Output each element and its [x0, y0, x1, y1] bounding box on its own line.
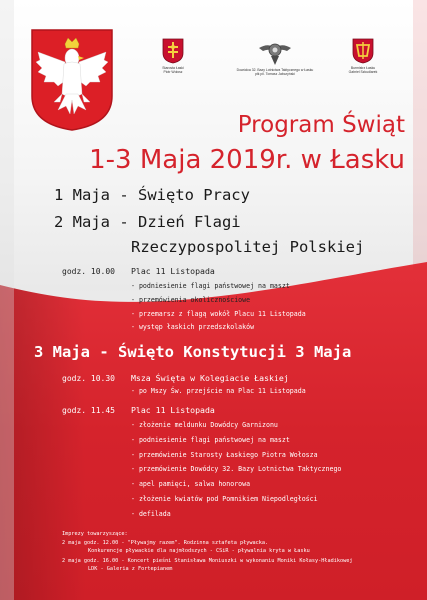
day3-program-item: - defilada	[131, 510, 171, 518]
day2-event-place: Plac 11 Listopada	[131, 266, 215, 276]
day2-program-item: - przemówienia okolicznościowe	[131, 296, 251, 304]
day3-program-item: - przemówienie Dowódcy 32. Bazy Lotnictwa Taktycznego	[131, 465, 342, 473]
emblem-caption-line: Gabriel Szkudlarek	[348, 70, 378, 75]
footer-heading: Imprezy towarzyszące:	[62, 531, 128, 537]
air-base-emblem-icon	[258, 38, 292, 66]
emblem-caption-burmistrz	[318, 66, 408, 74]
lask-town-coat-of-arms-icon	[352, 38, 374, 64]
day3-program-item: - podniesienie flagi państwowej na maszt	[131, 436, 290, 444]
day3-program-item: - złożenie meldunku Dowódcy Garnizonu	[131, 421, 278, 429]
day3-program-item: - apel pamięci, salwa honorowa	[131, 480, 251, 488]
day2-program-item: - występ łaskich przedszkolaków	[131, 323, 255, 331]
footer-line: 2 maja godz. 16.00 - Koncert pieśni Stanisława Moniuszki w wykonaniu Moniki Kołasy-Hładikowej	[62, 558, 353, 564]
program-subtitle: 1-3 Maja 2019r. w Łasku	[89, 145, 405, 175]
day3-heading: 3 Maja - Święto Konstytucji 3 Maja	[34, 343, 352, 361]
day3-program-item: - po Mszy Św. przejście na Plac 11 Listopada	[131, 387, 306, 395]
day3-event-time: godz. 10.30	[62, 374, 115, 383]
day3-event-place: Msza Święta w Kolegiacie Łaskiej	[131, 373, 289, 383]
emblem-caption-air-base	[225, 68, 325, 76]
day2-heading-continued: Rzeczypospolitej Polskiej	[131, 238, 365, 256]
day3-program-item: - przemówienie Starosty Łaskiego Piotra Wołosza	[131, 451, 318, 459]
emblem-starosta	[128, 38, 218, 74]
emblem-caption-line: płk pil. Tomasz Jabczyński	[255, 72, 295, 77]
day1-heading: 1 Maja - Święto Pracy	[54, 186, 250, 204]
emblem-burmistrz	[318, 38, 408, 74]
program-title: Program Świąt	[237, 112, 405, 138]
emblem-caption-line: Piotr Wołosz	[163, 70, 183, 75]
emblem-caption-line: Dowódca 32. Bazy Lotnictwa Taktycznego w Łasku	[236, 68, 314, 72]
emblem-caption-starosta	[128, 66, 218, 74]
day3-program-item: - złożenie kwiatów pod Pomnikiem Niepodległości	[131, 495, 318, 503]
day3-event-place: Plac 11 Listopada	[131, 405, 215, 415]
day2-heading: 2 Maja - Dzień Flagi	[54, 213, 241, 231]
day2-program-item: - podniesienie flagi państwowej na maszt	[131, 282, 290, 290]
footer-line: Konkurencje pływackie dla najmłodszych - CSiR - pływalnia kryta w Łasku	[88, 548, 310, 554]
day3-event-time: godz. 11.45	[62, 406, 115, 415]
emblem-caption-line: Starosta Łaski	[162, 66, 184, 70]
emblem-air-base	[225, 38, 325, 76]
footer-line: 2 maja godz. 12.00 - "Pływajmy razem". Rodzinna sztafeta pływacka.	[62, 540, 269, 546]
day2-event-time: godz. 10.00	[62, 267, 115, 276]
emblem-caption-line: Burmistrz Łasku	[350, 66, 376, 70]
day2-program-item: - przemarsz z flagą wokół Placu 11 Listopada	[131, 310, 306, 318]
polish-white-eagle-icon	[30, 28, 114, 132]
footer-line: LDK - Galeria z Fortepianem	[88, 566, 173, 572]
laski-county-coat-of-arms-icon	[162, 38, 184, 64]
